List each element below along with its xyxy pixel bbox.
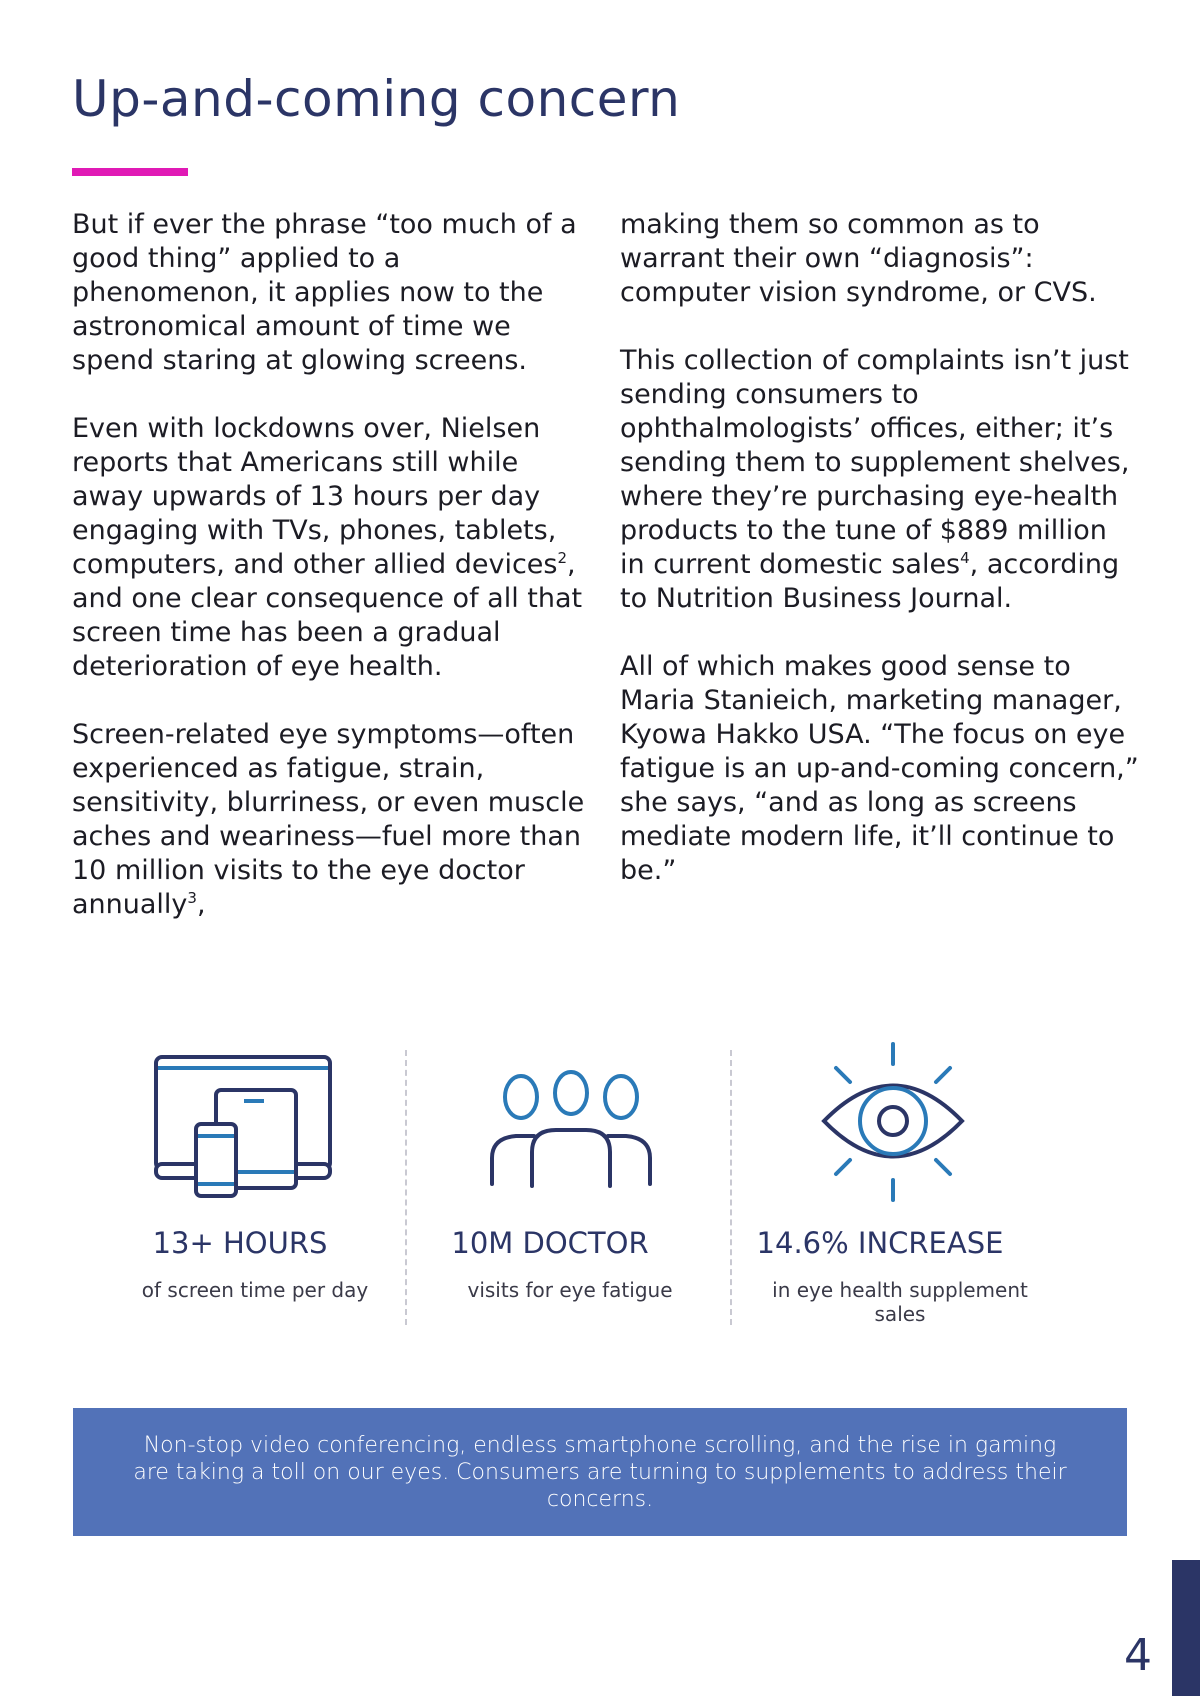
page-title: Up-and-coming concern (72, 70, 681, 128)
stat-divider (730, 1050, 732, 1325)
page-number: 4 (1124, 1630, 1152, 1681)
footnote-ref[interactable]: 4 (960, 549, 970, 567)
body-column-right (620, 208, 1140, 922)
title-accent-bar (72, 168, 188, 176)
paragraph: All of which makes good sense to Maria Stanieich, marketing manager, Kyowa Hakko USA. “The focus on eye fatigue is an up-and-coming concern,” she says, “and as long as screens mediate modern life, it’ll continue to be.” (620, 651, 1139, 886)
stat-divider (405, 1050, 407, 1325)
people-icon (486, 1070, 656, 1190)
page-tab (1172, 1560, 1200, 1696)
eye-icon (818, 1040, 968, 1205)
paragraph: Even with lockdowns over, Nielsen reports that Americans still while away upwards of 13 hours per day engaging with TVs, phones, tablets, computers, and other allied devices$^2$, and one clear consequence of all that screen time has been a gradual deterioration of eye health. (72, 413, 583, 682)
paragraph: This collection of complaints isn’t just sending consumers to ophthalmologists’ offices, either; it’s sending them to supplement shelves, where they’re purchasing eye-health products to the tune of $889 million in current domestic sales$^4$, according to Nutrition Business Journal. (620, 345, 1130, 614)
paragraph: But if ever the phrase “too much of a good thing” applied to a phenomenon, it applies now to the astronomical amount of time we spend staring at glowing screens. (72, 209, 577, 376)
callout-text: Non-stop video conferencing, endless smartphone scrolling, and the rise in gaming are taking a toll on our eyes. Consumers are turning to supplements to address their concerns. (133, 1432, 1067, 1512)
stat-label: of screen time per day (141, 1278, 369, 1302)
paragraph: making them so common as to warrant their own “diagnosis”: computer vision syndrome, or CVS. (620, 209, 1097, 308)
footnote-ref[interactable]: 2 (557, 549, 568, 567)
stat-label: visits for eye fatigue (467, 1278, 673, 1302)
stat-label: in eye health supplement sales (772, 1278, 1028, 1326)
stat-value: 14.6% INCREASE (756, 1226, 1004, 1260)
stat-value: 13+ HOURS (152, 1226, 328, 1260)
footnote-ref[interactable]: 3 (187, 889, 197, 907)
paragraph: Screen-related eye symptoms—often experienced as fatigue, strain, sensitivity, blurriness, or even muscle aches and weariness—fuel more than 10 million visits to the eye doctor annually$^3$, (72, 719, 585, 920)
body-column-left (72, 208, 592, 956)
callout-box (73, 1408, 1127, 1536)
stat-value: 10M DOCTOR (451, 1226, 649, 1260)
devices-icon (148, 1052, 338, 1202)
